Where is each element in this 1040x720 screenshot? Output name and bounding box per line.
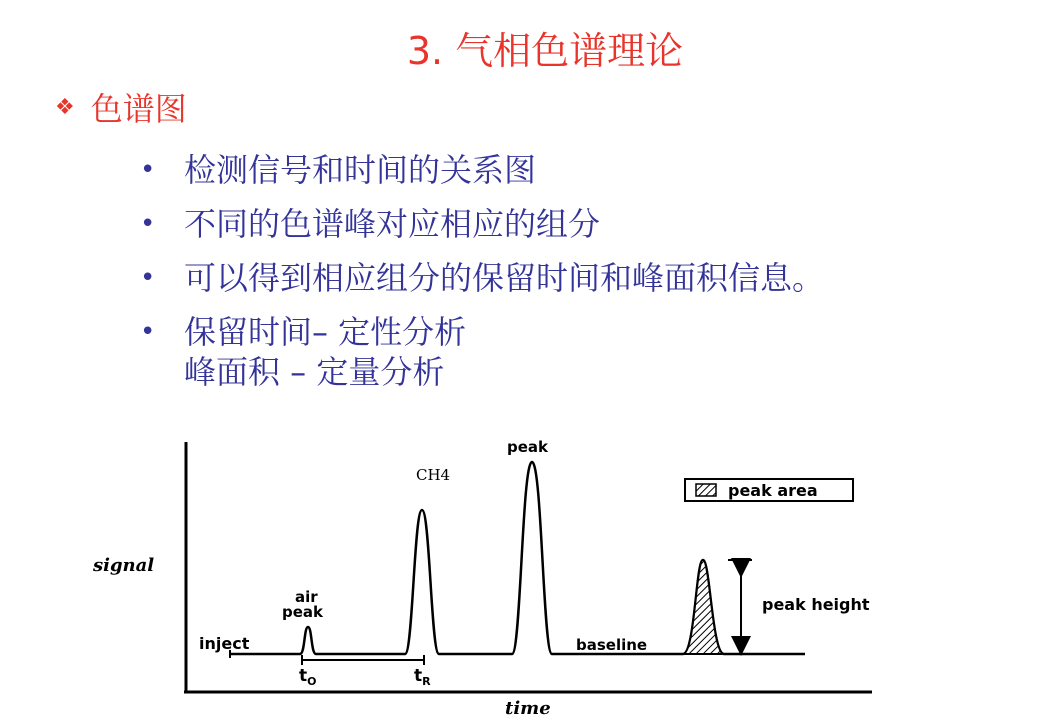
bullet-dot-icon: • — [140, 263, 156, 293]
bullet-item — [140, 204, 824, 244]
peak-label: peak — [507, 438, 549, 456]
bullet-item — [140, 312, 824, 392]
air-peak-label-line1: air — [295, 588, 318, 606]
section-label: 色谱图 — [90, 90, 187, 128]
ch4-label: CH4 — [416, 466, 451, 484]
legend-label: peak area — [728, 481, 818, 500]
chromatogram-diagram — [0, 430, 1040, 720]
bullet-dot-icon: • — [140, 317, 156, 347]
slide-title: 3. 气相色谱理论 — [406, 29, 684, 73]
bullet-text: 保留时间– 定性分析 峰面积 – 定量分析 — [184, 313, 467, 391]
t0-label: $t_O$ — [299, 666, 317, 688]
baseline-label: baseline — [576, 636, 648, 654]
time-label: time — [505, 698, 551, 719]
bullet-item — [140, 258, 824, 298]
tr-label: $t_R$ — [414, 666, 431, 688]
bullet-dot-icon: • — [140, 155, 156, 185]
signal-label: signal — [93, 555, 155, 576]
bullet-text: 可以得到相应组分的保留时间和峰面积信息。 — [184, 259, 825, 297]
peak-height-label: peak height — [762, 595, 870, 614]
section-heading — [55, 84, 187, 130]
air-peak-label-line2: peak — [282, 603, 324, 621]
bullet-text: 检测信号和时间的关系图 — [184, 151, 537, 189]
bullet-text: 不同的色谱峰对应相应的组分 — [184, 205, 601, 243]
bullet-list — [140, 150, 824, 406]
inject-label: inject — [199, 634, 250, 653]
diamond-bullet-icon: ❖ — [55, 94, 75, 120]
bullet-dot-icon: • — [140, 209, 156, 239]
legend-swatch — [696, 484, 716, 496]
bullet-item — [140, 150, 824, 190]
